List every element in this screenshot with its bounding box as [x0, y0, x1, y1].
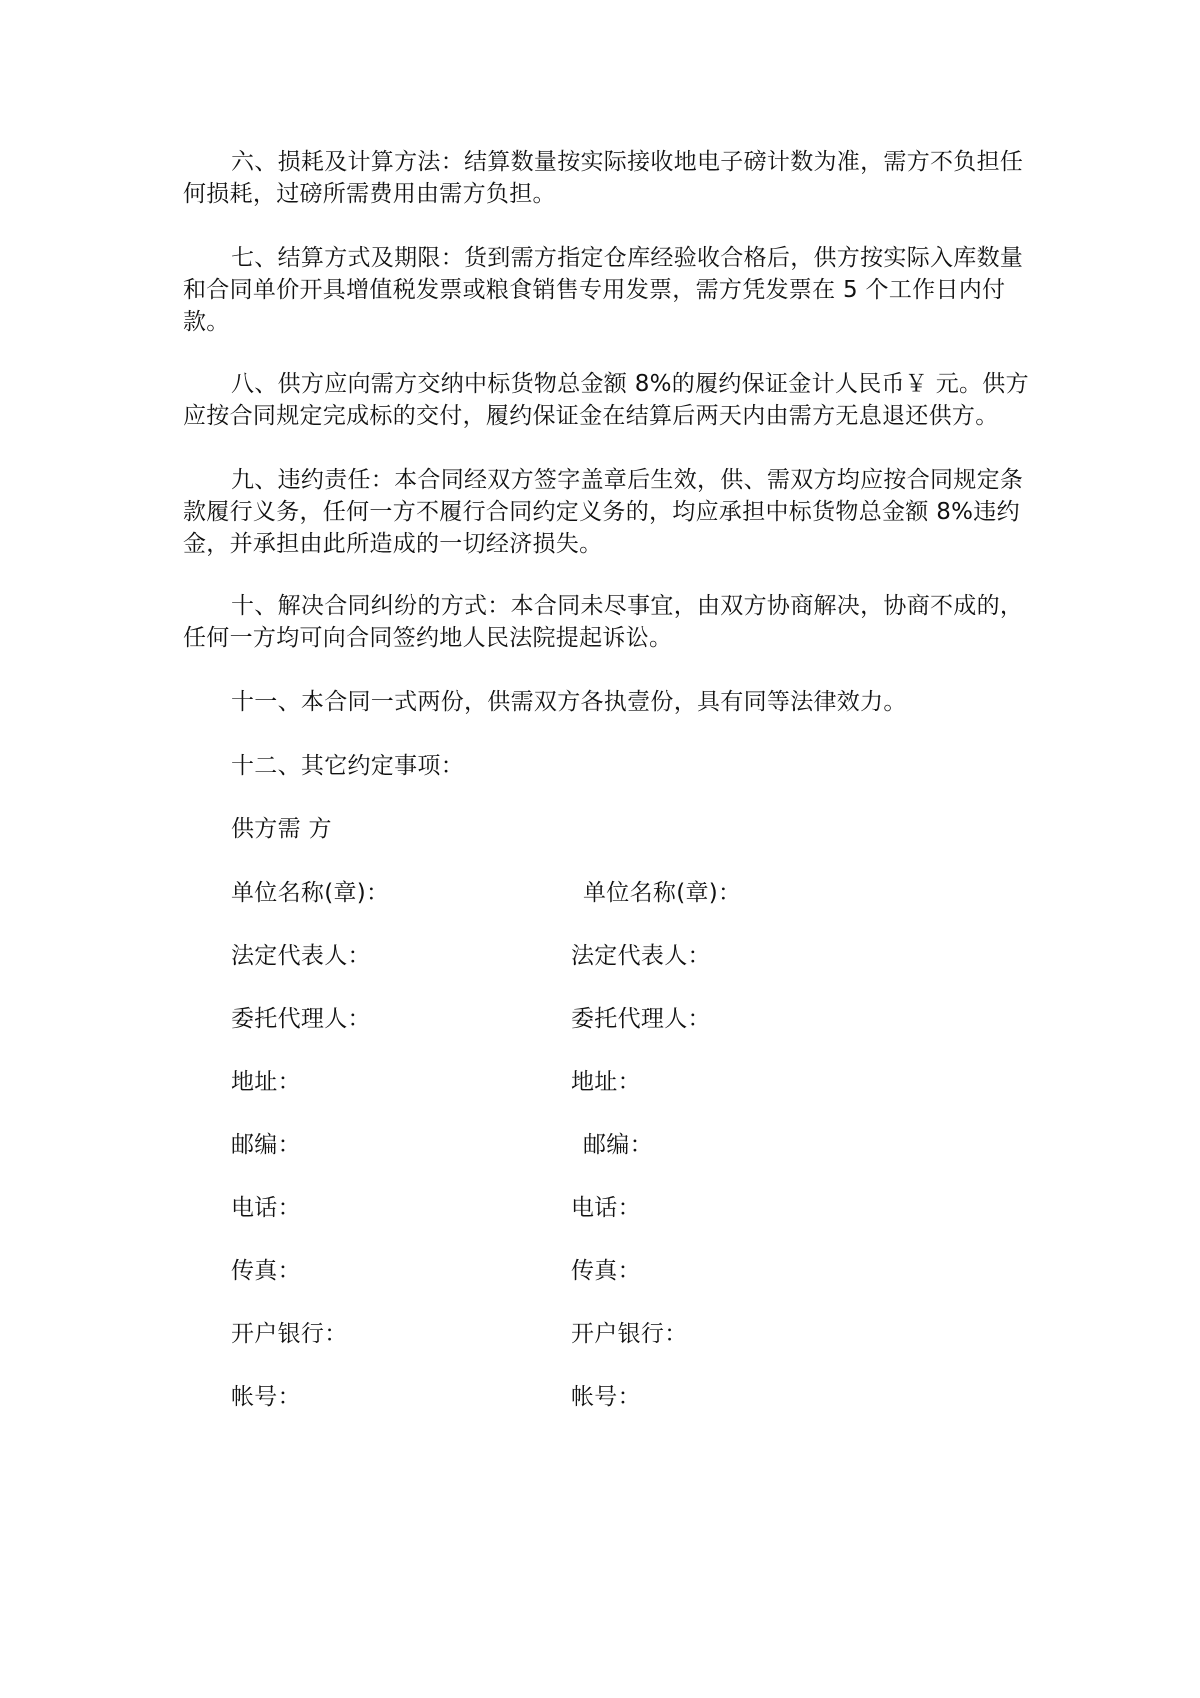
clause-11: 十一、本合同一式两份，供需双方各执壹份，具有同等法律效力。	[231, 689, 907, 715]
supplier-postcode: 邮编：	[231, 1132, 301, 1158]
buyer-account: 帐号：	[571, 1384, 641, 1410]
clause-6: 六、损耗及计算方法：结算数量按实际接收地电子磅计数为准，需方不负担任何损耗，过磅所需费用由需方负担。	[183, 149, 1024, 207]
supplier-agent: 委托代理人：	[231, 1006, 371, 1032]
supplier-bank: 开户银行：	[231, 1321, 348, 1347]
buyer-fax: 传真：	[571, 1258, 641, 1284]
clause-10: 十、解决合同纠纷的方式：本合同未尽事宜，由双方协商解决，协商不成的，任何一方均可向合同签约地人民法院提起诉讼。	[183, 593, 1024, 651]
supplier-legal-rep: 法定代表人：	[231, 943, 371, 969]
clause-8: 八、供方应向需方交纳中标货物总金额 8%的履约保证金计人民币￥ 元。供方应按合同规定完成标的交付，履约保证金在结算后两天内由需方无息退还供方。	[183, 371, 1029, 429]
buyer-agent: 委托代理人：	[571, 1006, 711, 1032]
buyer-phone: 电话：	[571, 1195, 641, 1221]
supplier-address: 地址：	[231, 1069, 301, 1095]
clause-9: 九、违约责任：本合同经双方签字盖章后生效，供、需双方均应按合同规定条款履行义务，任何一方不履行合同约定义务的，均应承担中标货物总金额 8%违约金，并承担由此所造成的一切经济损失。	[183, 467, 1024, 557]
buyer-postcode: 邮编：	[583, 1132, 653, 1158]
supplier-account: 帐号：	[231, 1384, 301, 1410]
buyer-unit-name: 单位名称(章)：	[583, 880, 742, 906]
clause-7: 七、结算方式及期限：货到需方指定仓库经验收合格后，供方按实际入库数量和合同单价开具增值税发票或粮食销售专用发票，需方凭发票在 5 个工作日内付款。	[183, 245, 1024, 335]
parties-heading: 供方需 方	[231, 816, 332, 842]
supplier-fax: 传真：	[231, 1258, 301, 1284]
buyer-legal-rep: 法定代表人：	[571, 943, 711, 969]
buyer-address: 地址：	[571, 1069, 641, 1095]
supplier-unit-name: 单位名称(章)：	[231, 880, 390, 906]
supplier-phone: 电话：	[231, 1195, 301, 1221]
clause-12: 十二、其它约定事项：	[231, 753, 464, 779]
buyer-bank: 开户银行：	[571, 1321, 688, 1347]
